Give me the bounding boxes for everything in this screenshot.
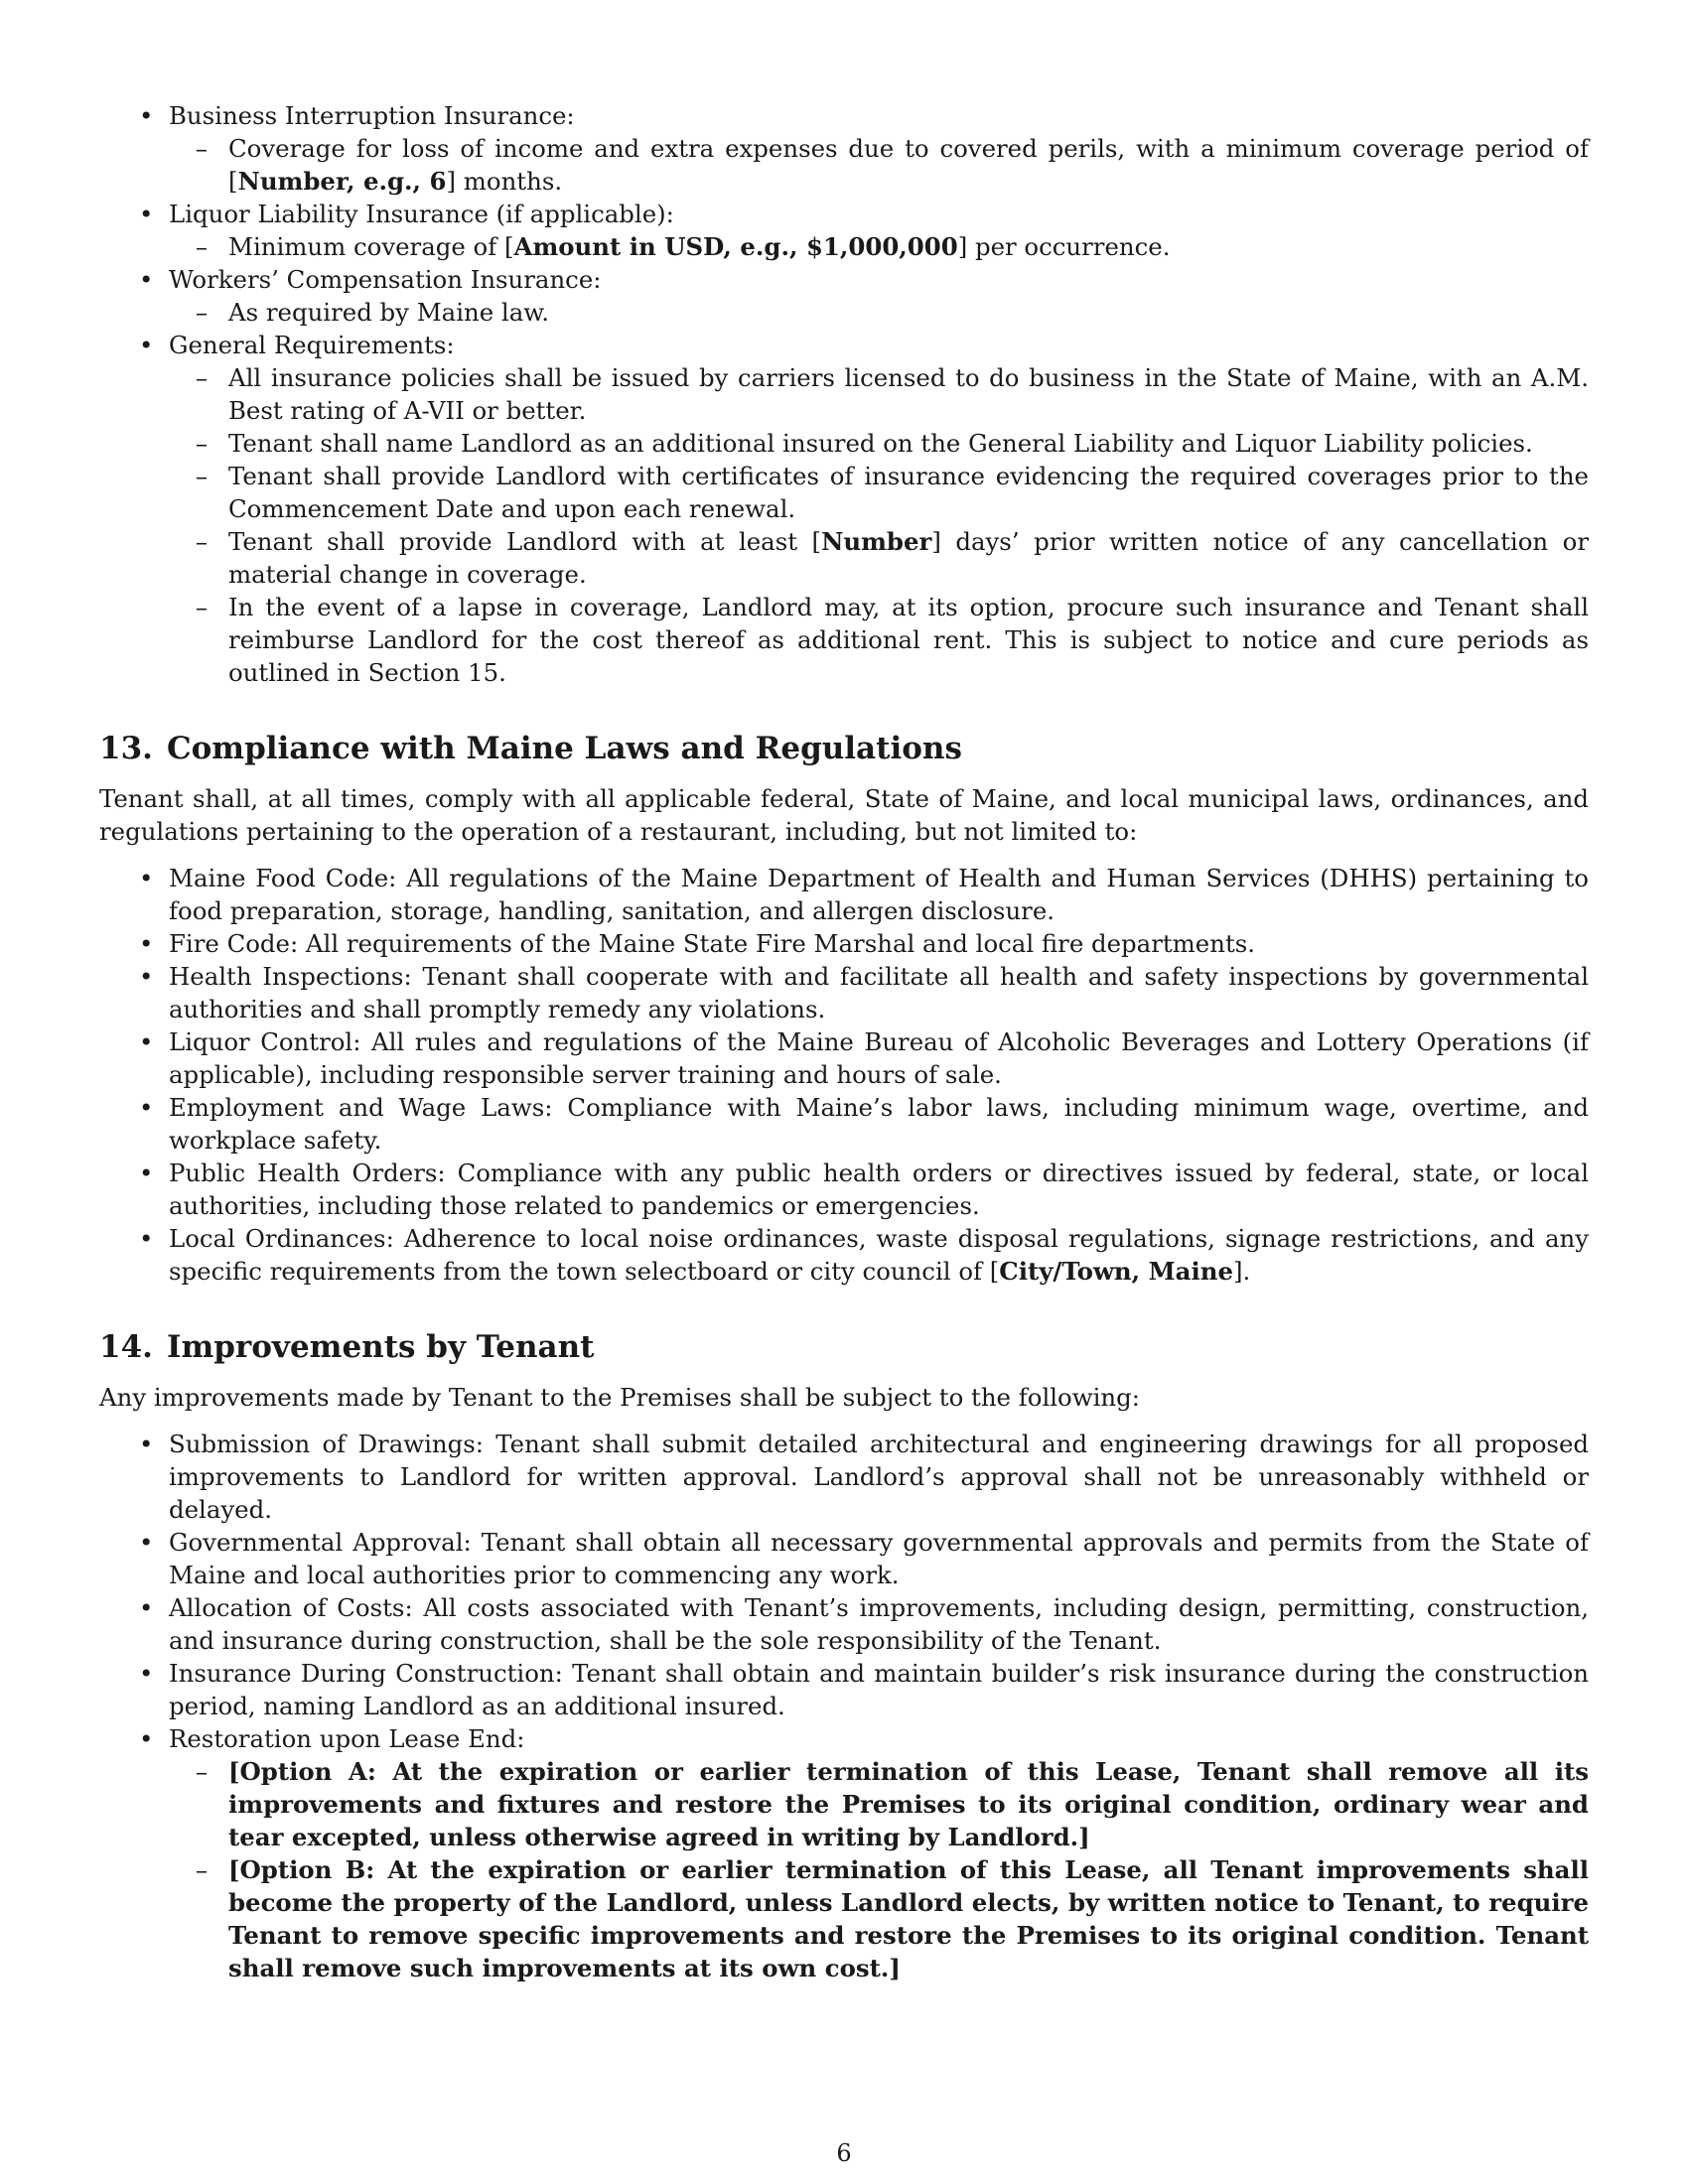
bullet: • bbox=[139, 1659, 154, 1688]
section-title: Compliance with Maine Laws and Regulations bbox=[166, 731, 962, 766]
sub-item-text bbox=[228, 363, 1589, 425]
bullet: • bbox=[139, 101, 154, 130]
text-run: All insurance policies shall be issued by carriers licensed to do business in the State of Maine, with an A.M. Best rating of A-VII or better. bbox=[228, 363, 1589, 425]
bullet: • bbox=[139, 1430, 154, 1458]
list-item-text bbox=[169, 929, 1255, 958]
list-item-text bbox=[169, 1027, 1589, 1089]
sub-list-item bbox=[169, 1853, 1589, 1984]
section-14 bbox=[99, 1327, 1589, 1984]
bold-text: City/Town, Maine bbox=[999, 1257, 1233, 1286]
bullet: • bbox=[139, 1093, 154, 1122]
section-intro: Tenant shall, at all times, comply with all applicable federal, State of Maine, and local municipal laws, ordinances, and regulations pertaining to the operation of a restaurant, including, but not limited to: bbox=[99, 784, 1589, 846]
sub-item-text bbox=[228, 134, 1589, 196]
sub-list bbox=[169, 361, 1589, 689]
bullet: • bbox=[139, 1724, 154, 1753]
list-item bbox=[99, 1722, 1589, 1984]
bullet: • bbox=[139, 331, 154, 359]
section-13 bbox=[99, 729, 1589, 1288]
list-item bbox=[99, 862, 1589, 927]
dash-bullet: – bbox=[195, 363, 209, 392]
text-run: Allocation of Costs: All costs associated with Tenant’s improvements, including design, permitting, construction, and insurance during construction, shall be the sole responsibility of the Tenant. bbox=[169, 1593, 1589, 1655]
bullet: • bbox=[139, 929, 154, 958]
list-item bbox=[99, 329, 1589, 689]
sub-list-item bbox=[169, 361, 1589, 427]
text-run: Liquor Control: All rules and regulations of the Maine Bureau of Alcoholic Beverages and Lottery Operations (if applicable), including responsible server training and hours of sale. bbox=[169, 1027, 1589, 1089]
sub-item-text bbox=[228, 298, 549, 327]
list-item-text bbox=[169, 1724, 524, 1753]
list-item bbox=[99, 1526, 1589, 1591]
list-item-label: General Requirements: bbox=[169, 331, 455, 359]
text-run: ] days’ prior written notice of any cancellation or material change in coverage. bbox=[228, 527, 1589, 589]
dash-bullet: – bbox=[195, 429, 209, 458]
sub-item-text bbox=[228, 232, 1170, 261]
text-run: Insurance During Construction: Tenant shall obtain and maintain builder’s risk insurance during the construction period, naming Landlord as an additional insured. bbox=[169, 1659, 1589, 1720]
list-item-text bbox=[169, 1528, 1589, 1589]
text-run: ] months. bbox=[446, 167, 563, 196]
dash-bullet: – bbox=[195, 1855, 209, 1884]
dash-bullet: – bbox=[195, 298, 209, 327]
text-run: Governmental Approval: Tenant shall obtain all necessary governmental approvals and permits from the State of Maine and local authorities prior to commencing any work. bbox=[169, 1528, 1589, 1589]
list-item bbox=[99, 1428, 1589, 1526]
insurance-requirements-list bbox=[99, 99, 1589, 689]
bullet: • bbox=[139, 962, 154, 991]
text-run: Fire Code: All requirements of the Maine State Fire Marshal and local fire departments. bbox=[169, 929, 1256, 958]
list-item bbox=[99, 99, 1589, 198]
sub-item-text bbox=[228, 429, 1533, 458]
list-item bbox=[99, 1657, 1589, 1722]
section-number: 14. bbox=[99, 1329, 153, 1365]
text-run: Minimum coverage of [ bbox=[228, 232, 514, 261]
text-run: ] per occurrence. bbox=[957, 232, 1171, 261]
bold-text: [Option B: At the expiration or earlier termination of this Lease, all Tenant improvements shall become the property of the Landlord, unless Landlord elects, by written notice to Tenant, to require Tenant to remove specific improvements and restore the Premises to its original condition. Tenant shall remove such improvements at its own cost.] bbox=[228, 1855, 1589, 1982]
sub-list-item bbox=[169, 132, 1589, 198]
bullet: • bbox=[139, 1528, 154, 1557]
section-heading bbox=[99, 729, 1589, 768]
text-run: Coverage for loss of income and extra expenses due to covered perils, with a minimum coverage period of [ bbox=[228, 134, 1589, 196]
page-number: 6 bbox=[836, 2139, 852, 2167]
bold-text: [Option A: At the expiration or earlier termination of this Lease, Tenant shall remove all its improvements and fixtures and restore the Premises to its original condition, ordinary wear and tear excepted, unless otherwise agreed in writing by Landlord.] bbox=[228, 1757, 1589, 1851]
bullet: • bbox=[139, 1224, 154, 1253]
sub-list bbox=[169, 296, 1589, 329]
section-title: Improvements by Tenant bbox=[166, 1329, 595, 1365]
sub-list-item bbox=[169, 525, 1589, 591]
list-item-text bbox=[169, 1593, 1589, 1655]
text-run: In the event of a lapse in coverage, Landlord may, at its option, procure such insurance and Tenant shall reimburse Landlord for the cost thereof as additional rent. This is subject to notice and cure periods as outlined in Section 15. bbox=[228, 593, 1589, 687]
sub-list-item bbox=[169, 427, 1589, 460]
bold-text: Amount in USD, e.g., $1,000,000 bbox=[513, 232, 958, 261]
list-item-text bbox=[169, 1159, 1589, 1220]
list-item-text bbox=[169, 1093, 1589, 1155]
sub-list bbox=[169, 132, 1589, 198]
list-item-text bbox=[169, 1224, 1589, 1286]
list-item-text bbox=[169, 864, 1589, 925]
text-run: Employment and Wage Laws: Compliance with Maine’s labor laws, including minimum wage, overtime, and workplace safety. bbox=[169, 1093, 1589, 1155]
text-run: Health Inspections: Tenant shall cooperate with and facilitate all health and safety inspections by governmental authorities and shall promptly remedy any violations. bbox=[169, 962, 1589, 1024]
text-run: Tenant shall provide Landlord with at least [ bbox=[228, 527, 822, 556]
list-item bbox=[99, 927, 1589, 960]
sub-list-item bbox=[169, 1755, 1589, 1853]
bullet: • bbox=[139, 1027, 154, 1056]
improvements-list bbox=[99, 1428, 1589, 1984]
compliance-list bbox=[99, 862, 1589, 1288]
text-run: Maine Food Code: All regulations of the Maine Department of Health and Human Services (DHHS) pertaining to food preparation, storage, handling, sanitation, and allergen disclosure. bbox=[169, 864, 1589, 925]
text-run: Local Ordinances: Adherence to local noise ordinances, waste disposal regulations, signage restrictions, and any specific requirements from the town selectboard or city council of [ bbox=[169, 1224, 1589, 1286]
bullet: • bbox=[139, 1593, 154, 1622]
text-run: Public Health Orders: Compliance with any public health orders or directives issued by federal, state, or local authorities, including those related to pandemics or emergencies. bbox=[169, 1159, 1589, 1220]
text-run: As required by Maine law. bbox=[228, 298, 549, 327]
list-item bbox=[99, 1222, 1589, 1288]
list-item bbox=[99, 198, 1589, 263]
section-heading bbox=[99, 1327, 1589, 1367]
sub-list bbox=[169, 1755, 1589, 1984]
bold-text: Number bbox=[821, 527, 932, 556]
bullet: • bbox=[139, 1159, 154, 1187]
bullet: • bbox=[139, 200, 154, 228]
section-number: 13. bbox=[99, 731, 153, 766]
list-item bbox=[99, 960, 1589, 1025]
dash-bullet: – bbox=[195, 134, 209, 163]
list-item-text bbox=[169, 1430, 1589, 1524]
sub-item-text bbox=[228, 462, 1589, 523]
list-item-label: Workers’ Compensation Insurance: bbox=[169, 265, 602, 294]
sub-item-text bbox=[228, 1855, 1589, 1982]
dash-bullet: – bbox=[195, 232, 209, 261]
sub-list bbox=[169, 230, 1589, 263]
list-item-text bbox=[169, 962, 1589, 1024]
sub-item-text bbox=[228, 527, 1589, 589]
dash-bullet: – bbox=[195, 527, 209, 556]
list-item-text bbox=[169, 1659, 1589, 1720]
text-run: Tenant shall provide Landlord with certificates of insurance evidencing the required coverages prior to the Commencement Date and upon each renewal. bbox=[228, 462, 1589, 523]
sub-list-item bbox=[169, 230, 1589, 263]
text-run: ]. bbox=[1232, 1257, 1251, 1286]
list-item bbox=[99, 263, 1589, 329]
dash-bullet: – bbox=[195, 1757, 209, 1786]
section-intro: Any improvements made by Tenant to the Premises shall be subject to the following: bbox=[99, 1383, 1140, 1412]
list-item bbox=[99, 1091, 1589, 1157]
text-run: Restoration upon Lease End: bbox=[169, 1724, 525, 1753]
sub-list-item bbox=[169, 460, 1589, 525]
bold-text: Number, e.g., 6 bbox=[237, 167, 447, 196]
dash-bullet: – bbox=[195, 593, 209, 621]
sub-list-item bbox=[169, 296, 1589, 329]
text-run: Submission of Drawings: Tenant shall submit detailed architectural and engineering drawings for all proposed improvements to Landlord for written approval. Landlord’s approval shall not be unreasonably withheld or delayed. bbox=[169, 1430, 1589, 1524]
list-item bbox=[99, 1157, 1589, 1222]
sub-list-item bbox=[169, 591, 1589, 689]
list-item bbox=[99, 1025, 1589, 1091]
bullet: • bbox=[139, 265, 154, 294]
sub-item-text bbox=[228, 593, 1589, 687]
list-item-label: Business Interruption Insurance: bbox=[169, 101, 575, 130]
text-run: Tenant shall name Landlord as an additional insured on the General Liability and Liquor Liability policies. bbox=[228, 429, 1533, 458]
list-item-label: Liquor Liability Insurance (if applicable): bbox=[169, 200, 674, 228]
bullet: • bbox=[139, 864, 154, 892]
document-page bbox=[99, 99, 1589, 1984]
list-item bbox=[99, 1591, 1589, 1657]
sub-item-text bbox=[228, 1757, 1589, 1851]
dash-bullet: – bbox=[195, 462, 209, 490]
